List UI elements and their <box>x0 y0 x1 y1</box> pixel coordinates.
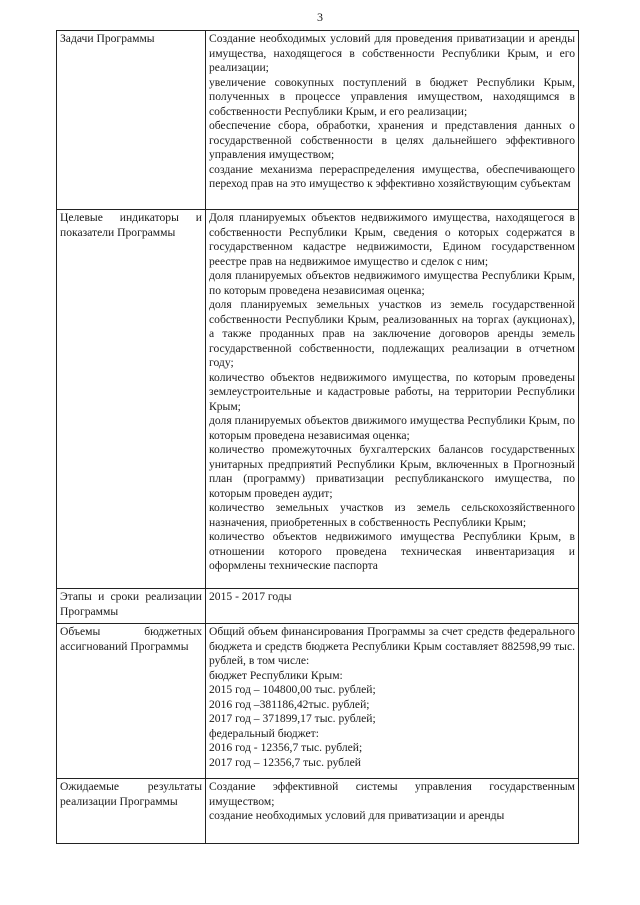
content-line: федеральный бюджет: <box>209 726 319 740</box>
content-line: создание необходимых условий для приватизации и аренды <box>209 809 505 822</box>
content-line: доля планируемых земельных участков из земель государственной собственности Республики Крым, реализованных на торгах (аукционах), а также проданных прав на заключение договоров аренды земель государственной собственности, подлежащих реализации в отчетном году; <box>209 298 575 369</box>
content-line: доля планируемых объектов недвижимого имущества Республики Крым, по которым проведена независимая оценка; <box>209 269 575 297</box>
row-label: Целевые индикаторы и показатели Программы <box>57 210 206 589</box>
content-line: количество земельных участков из земель сельскохозяйственного назначения, приобретенных в собственность Республики Крым; <box>209 501 575 529</box>
content-line: количество объектов недвижимого имущества Республики Крым, в отношении которого проведена техническая инвентаризация и оформлены технические паспорта <box>209 530 575 572</box>
program-passport-table <box>56 30 579 844</box>
table-row-budget <box>57 624 579 779</box>
row-label: Ожидаемые результаты реализации Программы <box>57 779 206 844</box>
content-line: количество объектов недвижимого имущества, по которым проведены землеустроительные и кадастровые работы, на территории Республики Крым; <box>209 370 575 413</box>
row-content <box>206 589 579 624</box>
content-line: 2017 год – 12356,7 тыс. рублей <box>209 755 361 769</box>
content-line: Доля планируемых объектов недвижимого имущества, находящегося в собственности Республики Крым, сведения о которых содержатся в государственном кадастре недвижимости, Едином государственном реестре прав на недвижимое имущество и сделок с ним; <box>209 211 575 268</box>
content-line: бюджет Республики Крым: <box>209 668 343 682</box>
content-line: обеспечение сбора, обработки, хранения и представления данных о государственной собственности в целях дальнейшего эффективного управления имуществом; <box>209 119 575 161</box>
content-line: Создание необходимых условий для проведения приватизации и аренды имущества, находящегося в собственности Республики Крым, и его реализации; <box>209 32 575 74</box>
row-content <box>206 624 579 779</box>
content-line: 2017 год – 371899,17 тыс. рублей; <box>209 712 376 725</box>
content-line: 2016 год - 12356,7 тыс. рублей; <box>209 741 363 754</box>
content-line: создание механизма перераспределения имущества, обеспечивающего переход прав на это имущество к эффективно хозяйствующим субъектам <box>209 162 575 190</box>
content-line: доля планируемых объектов движимого имущества Республики Крым, по которым проведена независимая оценка; <box>209 414 575 442</box>
table-row-indicators <box>57 210 579 589</box>
table-row-stages <box>57 589 579 624</box>
table-row-results <box>57 779 579 844</box>
row-label: Задачи Программы <box>57 31 206 210</box>
content-line: Общий объем финансирования Программы за счет средств федерального бюджета и средств бюджета Республики Крым составляет 882598,99 тыс. рублей, в том числе: <box>209 625 575 667</box>
content-line: количество промежуточных бухгалтерских балансов государственных унитарных предприятий Республики Крым, включенных в Прогнозный план (программу) приватизации республиканского имущества, по которым проведен аудит; <box>209 443 575 500</box>
row-label: Объемы бюджетных ассигнований Программы <box>57 624 206 779</box>
content-line: увеличение совокупных поступлений в бюджет Республики Крым, полученных в процессе управления имуществом, находящимся в собственности Республики Крым, и его реализации; <box>209 75 575 118</box>
content-line: Создание эффективной системы управления государственным имуществом; <box>209 780 575 808</box>
content-line: 2015 - 2017 годы <box>209 590 292 603</box>
row-content <box>206 31 579 210</box>
content-line: 2016 год –381186,42тыс. рублей; <box>209 697 370 711</box>
row-label: Этапы и сроки реализации Программы <box>57 589 206 624</box>
page-number: 3 <box>317 10 323 24</box>
content-line: 2015 год – 104800,00 тыс. рублей; <box>209 683 376 696</box>
row-content <box>206 779 579 844</box>
row-content <box>206 210 579 589</box>
table-row-tasks <box>57 31 579 210</box>
